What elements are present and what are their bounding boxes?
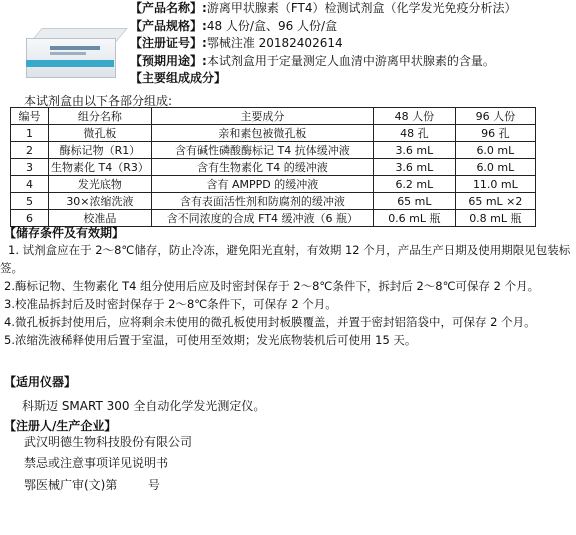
- components-table: [10, 107, 536, 227]
- table-cell: 含有生物素化 T4 的缓冲液: [151, 159, 373, 176]
- box-front-face: [26, 38, 116, 78]
- storage-item: 5.浓缩洗液稀释使用后置于室温，可使用至效期；发光底物装机后可使用 15 天。: [4, 333, 417, 347]
- table-cell: 含有表面活性剂和防腐剂的缓冲液: [151, 193, 373, 210]
- table-cell: 96 孔: [455, 125, 535, 142]
- product-name-value: 游离甲状腺素（FT4）检测试剂盒（化学发光免疫分析法）: [206, 1, 517, 15]
- table-cell: 11.0 mL: [455, 176, 535, 193]
- header-cell: 96 人份: [455, 108, 535, 125]
- product-spec-label: 【产品规格】:: [130, 18, 207, 33]
- table-cell: 亲和素包被微孔板: [151, 125, 373, 142]
- product-info: [130, 0, 516, 88]
- table-cell: 3: [11, 159, 49, 176]
- product-spec-value: 48 人份/盒、96 人份/盒: [206, 18, 338, 33]
- table-cell: 含有碱性磷酸酶标记 T4 抗体缓冲液: [151, 142, 373, 159]
- table-cell: 0.8 mL 瓶: [455, 210, 535, 227]
- product-name-line: [130, 0, 516, 18]
- table-cell: 65 mL ×2: [455, 193, 535, 210]
- instrument-heading: 【适用仪器】: [4, 375, 77, 389]
- table-cell: 6.0 mL: [455, 142, 535, 159]
- header-cell: 组分名称: [49, 108, 152, 125]
- intended-use-label: 【预期用途】:: [130, 53, 207, 68]
- product-header: [0, 0, 576, 100]
- product-box-image: [20, 22, 120, 82]
- table-cell: 5: [11, 193, 49, 210]
- header-cell: 48 人份: [373, 108, 455, 125]
- product-spec-line: [130, 18, 516, 36]
- storage-heading: 【储存条件及有效期】: [4, 226, 125, 240]
- registration-label: 【注册证号】:: [130, 36, 207, 50]
- table-cell: 0.6 mL 瓶: [373, 210, 455, 227]
- table-cell: 3.6 mL: [373, 142, 455, 159]
- intended-use-line: [130, 53, 516, 71]
- table-cell: 微孔板: [49, 125, 152, 142]
- table-intro: 本试剂盒由以下各部分组成:: [24, 94, 173, 108]
- table-row: [11, 193, 536, 210]
- storage-section: [0, 241, 572, 349]
- table-cell: 6.2 mL: [373, 176, 455, 193]
- table-cell: 校准品: [49, 210, 152, 227]
- registration-value: 鄂械注准 20182402614: [206, 36, 343, 50]
- box-label-line: [50, 52, 86, 55]
- table-cell: 发光底物: [49, 176, 152, 193]
- table-cell: 酶标记物（R1）: [49, 142, 152, 159]
- contraindication-note: 禁忌或注意事项详见说明书: [24, 456, 169, 470]
- components-heading: 【主要组成成分】: [130, 71, 227, 85]
- table-cell: 生物素化 T4（R3）: [49, 159, 152, 176]
- table-cell: 6: [11, 210, 49, 227]
- table-header-row: [11, 108, 536, 125]
- table-cell: 48 孔: [373, 125, 455, 142]
- table-cell: 1: [11, 125, 49, 142]
- table-cell: 含不同浓度的合成 FT4 缓冲液（6 瓶）: [151, 210, 373, 227]
- company-name: 武汉明德生物科技股份有限公司: [24, 435, 193, 449]
- intended-use-value: 本试剂盒用于定量测定人血清中游离甲状腺素的含量。: [206, 53, 495, 68]
- ad-approval-number: 鄂医械广审(文)第 号: [24, 478, 160, 492]
- box-color-band: [26, 60, 114, 67]
- table-cell: 30×浓缩洗液: [49, 193, 152, 210]
- storage-item: 3.校准品拆封后及时密封保存于 2～8℃条件下，可保存 2 个月。: [4, 297, 337, 311]
- table-row: [11, 142, 536, 159]
- header-cell: 编号: [11, 108, 49, 125]
- box-label-line: [50, 46, 100, 50]
- table-cell: 65 mL: [373, 193, 455, 210]
- storage-item: 1. 试剂盒应在于 2～8℃储存，防止冷冻，避免阳光直射，有效期 12 个月，产品生产日期及使用期限见包装标签。: [0, 243, 571, 275]
- table-row: [11, 176, 536, 193]
- table-cell: 3.6 mL: [373, 159, 455, 176]
- storage-item: 4.微孔板拆封使用后，应将剩余未使用的微孔板使用封板膜覆盖，并置于密封铝箔袋中，可保存 2 个月。: [4, 315, 536, 329]
- table-row: [11, 159, 536, 176]
- product-name-label: 【产品名称】:: [130, 1, 207, 15]
- table-cell: 4: [11, 176, 49, 193]
- registrant-heading: 【注册人/生产企业】: [4, 419, 117, 433]
- table-cell: 6.0 mL: [455, 159, 535, 176]
- storage-item: 2.酶标记物、生物素化 T4 组分使用后应及时密封保存于 2～8℃条件下，拆封后 2～8℃可保存 2 个月。: [4, 279, 540, 293]
- table-cell: 含有 AMPPD 的缓冲液: [151, 176, 373, 193]
- header-cell: 主要成分: [151, 108, 373, 125]
- instrument-text: 科斯迈 SMART 300 全自动化学发光测定仪。: [22, 399, 266, 413]
- registration-line: [130, 35, 516, 53]
- table-cell: 2: [11, 142, 49, 159]
- table-row: [11, 125, 536, 142]
